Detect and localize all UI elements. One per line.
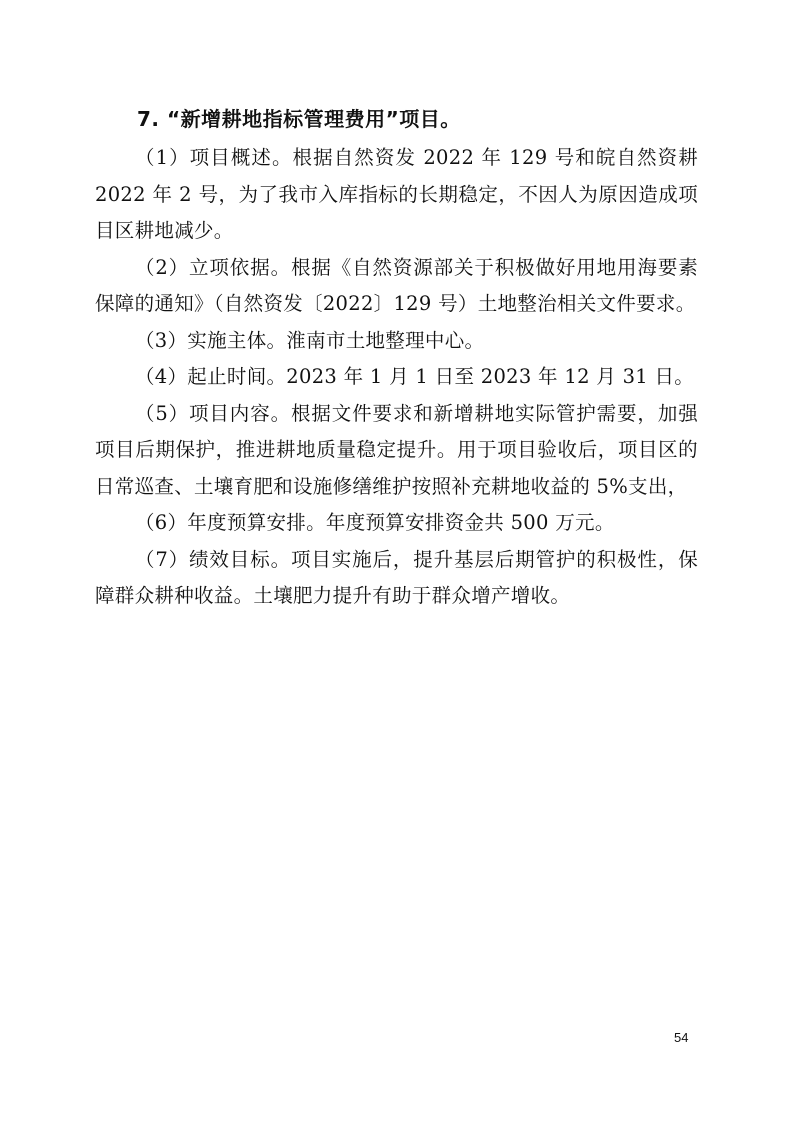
paragraph-budget: （6）年度预算安排。年度预算安排资金共 500 万元。 <box>135 511 615 534</box>
section-heading: 7. “新增耕地指标管理费用”项目。 <box>137 107 461 131</box>
paragraph-goals: （7）绩效目标。项目实施后，提升基层后期管护的积极性，保障群众耕种收益。土壤肥力提升有助于群众增产增收。 <box>95 547 698 607</box>
paragraph-period: （4）起止时间。2023 年 1 月 1 日至 2023 年 12 月 31 日。 <box>135 365 695 388</box>
document-body <box>95 98 698 615</box>
paragraph-entity: （3）实施主体。淮南市土地整理中心。 <box>135 328 485 352</box>
page-number: 54 <box>674 1030 689 1045</box>
paragraph-content: （5）项目内容。根据文件要求和新增耕地实际管护需要，加强项目后期保护，推进耕地质量稳定提升。用于项目验收后，项目区的日常巡查、土壤育肥和设施修缮维护按照补充耕地收益的 5%支出， <box>95 401 698 498</box>
paragraph-overview: （1）项目概述。根据自然资发 2022 年 129 号和皖自然资耕 2022 年 2 号，为了我市入库指标的长期稳定，不因人为原因造成项目区耕地减少。 <box>95 146 698 242</box>
paragraph-basis: （2）立项依据。根据《自然资源部关于积极做好用地用海要素保障的通知》（自然资发〔2022〕129 号）土地整治相关文件要求。 <box>95 255 698 315</box>
